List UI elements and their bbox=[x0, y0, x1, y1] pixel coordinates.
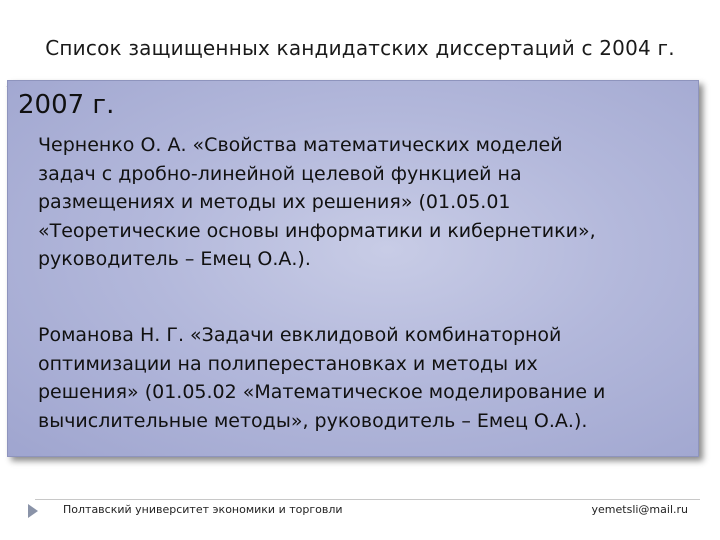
year-heading: 2007 г. bbox=[18, 90, 115, 120]
dissertation-entry bbox=[38, 131, 698, 274]
entry-line: «Теоретические основы информатики и кибернетики», bbox=[38, 219, 596, 242]
dissertation-entry bbox=[38, 321, 698, 435]
entry-line: задач с дробно-линейной целевой функцией на bbox=[38, 162, 522, 185]
content-panel bbox=[7, 80, 699, 457]
footer-divider bbox=[35, 499, 700, 500]
entry-line: решения» (01.05.02 «Математическое моделирование и bbox=[38, 381, 606, 403]
entry-line: руководитель – Емец О.А.). bbox=[38, 248, 311, 270]
footer-institution: Полтавский университет экономики и торговли bbox=[63, 503, 343, 516]
entry-line: Черненко О. А. «Свойства математических моделей bbox=[38, 134, 563, 156]
slide-title: Список защищенных кандидатских диссертаций с 2004 г. bbox=[45, 36, 675, 60]
entry-line: Романова Н. Г. «Задачи евклидовой комбинаторной bbox=[38, 324, 562, 346]
triangle-right-icon bbox=[26, 503, 40, 519]
entry-line: размещениях и методы их решения» (01.05.01 bbox=[38, 191, 511, 213]
footer-email: yemetsli@mail.ru bbox=[591, 503, 688, 516]
entry-line: оптимизации на полиперестановках и методы их bbox=[38, 352, 538, 375]
entry-line: вычислительные методы», руководитель – Емец О.А.). bbox=[38, 409, 588, 432]
